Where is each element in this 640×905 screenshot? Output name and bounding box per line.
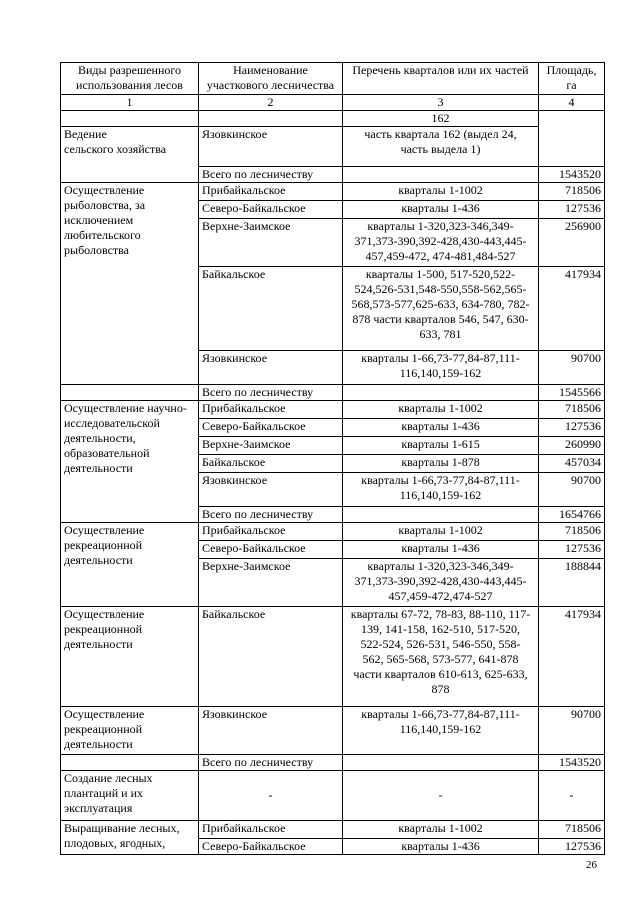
header-area: Площадь, га xyxy=(539,63,605,95)
area-cell: 127536 xyxy=(539,541,605,559)
quarters-cell: кварталы 1-615 xyxy=(343,437,539,455)
area-cell xyxy=(539,111,605,167)
use-type-cell: Осуществление рыболовства, за исключением любительского рыболовства xyxy=(61,183,199,385)
quarters-cell: кварталы 1-1002 xyxy=(343,183,539,201)
use-type-cell xyxy=(61,111,199,127)
total-area: 1654766 xyxy=(539,507,605,523)
area-cell: 260990 xyxy=(539,437,605,455)
use-type-cell: Осуществление рекреационной деятельности xyxy=(61,607,199,707)
area-cell: 188844 xyxy=(539,559,605,607)
header-forestry-name: Наименование участкового лесничества xyxy=(199,63,343,95)
use-type-cell: Осуществление рекреационной деятельности xyxy=(61,523,199,607)
header-row xyxy=(61,63,605,95)
use-type-cell: Выращивание лесных, плодовых, ягодных, xyxy=(61,821,199,855)
area-cell: 127536 xyxy=(539,419,605,437)
area-cell: 718506 xyxy=(539,183,605,201)
header-quarters: Перечень кварталов или их частей xyxy=(343,63,539,95)
table-row xyxy=(61,771,605,821)
forestry-cell: Северо-Байкальское xyxy=(199,201,343,219)
forestry-cell: Прибайкальское xyxy=(199,821,343,839)
quarters-cell xyxy=(343,167,539,183)
area-cell: - xyxy=(539,771,605,821)
area-cell: 256900 xyxy=(539,219,605,267)
forestry-cell: Язовкинское xyxy=(199,473,343,507)
area-cell: 718506 xyxy=(539,523,605,541)
quarters-cell: кварталы 1-1002 xyxy=(343,401,539,419)
area-cell: 127536 xyxy=(539,839,605,855)
quarters-cell: кварталы 1-1002 xyxy=(343,821,539,839)
forestry-cell: Прибайкальское xyxy=(199,401,343,419)
area-cell: 127536 xyxy=(539,201,605,219)
column-number: 1 xyxy=(61,95,199,111)
quarters-cell: кварталы 1-436 xyxy=(343,201,539,219)
quarters-cell: кварталы 1-878 xyxy=(343,455,539,473)
forest-use-table xyxy=(60,62,605,855)
table-row xyxy=(61,821,605,839)
total-label: Всего по лесничеству xyxy=(199,507,343,523)
forestry-cell: Байкальское xyxy=(199,267,343,351)
forestry-cell: Язовкинское xyxy=(199,127,343,167)
quarters-cell: кварталы 1-436 xyxy=(343,839,539,855)
quarters-cell: 162 xyxy=(343,111,539,127)
quarters-cell: кварталы 1-66,73-77,84-87,111- 116,140,159-162 xyxy=(343,707,539,755)
forestry-cell: Язовкинское xyxy=(199,707,343,755)
use-type-cell xyxy=(61,385,199,401)
forestry-cell xyxy=(199,111,343,127)
total-row xyxy=(61,385,605,401)
table-row xyxy=(61,607,605,707)
forestry-cell: Северо-Байкальское xyxy=(199,419,343,437)
forestry-cell: - xyxy=(199,771,343,821)
total-label: Всего по лесничеству xyxy=(199,385,343,401)
area-cell: 90700 xyxy=(539,473,605,507)
total-area: 1545566 xyxy=(539,385,605,401)
quarters-cell: кварталы 1-320,323-346,349- 371,373-390,392-428,430-443,445- 457,459-472, 474-481,484-527 xyxy=(343,219,539,267)
table-row xyxy=(61,707,605,755)
quarters-cell: кварталы 1-436 xyxy=(343,419,539,437)
quarters-cell: - xyxy=(343,771,539,821)
table-row xyxy=(61,401,605,419)
area-cell: 417934 xyxy=(539,607,605,707)
quarters-cell: кварталы 1-1002 xyxy=(343,523,539,541)
total-area: 1543520 xyxy=(539,755,605,771)
table-row xyxy=(61,111,605,127)
forestry-cell: Байкальское xyxy=(199,607,343,707)
table-row xyxy=(61,127,605,167)
forestry-cell: Северо-Байкальское xyxy=(199,541,343,559)
forestry-cell: Прибайкальское xyxy=(199,183,343,201)
total-area: 1543520 xyxy=(539,167,605,183)
quarters-cell: кварталы 1-66,73-77,84-87,111- 116,140,159-162 xyxy=(343,351,539,385)
total-label: Всего по лесничеству xyxy=(199,755,343,771)
area-cell: 90700 xyxy=(539,351,605,385)
quarters-cell: кварталы 1-436 xyxy=(343,541,539,559)
use-type-cell: Создание лесных плантаций и их эксплуатация xyxy=(61,771,199,821)
forestry-cell: Прибайкальское xyxy=(199,523,343,541)
quarters-cell: кварталы 1-320,323-346,349- 371,373-390,392-428,430-443,445- 457,459-472,474-527 xyxy=(343,559,539,607)
area-cell: 457034 xyxy=(539,455,605,473)
area-cell: 90700 xyxy=(539,707,605,755)
table-row xyxy=(61,523,605,541)
quarters-cell xyxy=(343,507,539,523)
use-type-cell: Осуществление научно- исследовательской деятельности, образовательной деятельности xyxy=(61,401,199,523)
forestry-cell: Язовкинское xyxy=(199,351,343,385)
quarters-cell: кварталы 1-500, 517-520,522- 524,526-531,548-550,558-562,565- 568,573-577,625-633, 634-780, 782- 878 части кварталов 546, 547, 630- 633, 781 xyxy=(343,267,539,351)
use-type-cell: Осуществление рекреационной деятельности xyxy=(61,707,199,755)
area-cell: 718506 xyxy=(539,821,605,839)
total-label: Всего по лесничеству xyxy=(199,167,343,183)
column-number-row xyxy=(61,95,605,111)
quarters-cell xyxy=(343,385,539,401)
forestry-cell: Байкальское xyxy=(199,455,343,473)
forestry-cell: Верхне-Заимское xyxy=(199,437,343,455)
quarters-cell: кварталы 1-66,73-77,84-87,111- 116,140,159-162 xyxy=(343,473,539,507)
header-use-type: Виды разрешенного использования лесов xyxy=(61,63,199,95)
forestry-cell: Верхне-Заимское xyxy=(199,559,343,607)
quarters-cell: часть квартала 162 (выдел 24, часть выдела 1) xyxy=(343,127,539,167)
table-row xyxy=(61,183,605,201)
use-type-cell xyxy=(61,755,199,771)
column-number: 3 xyxy=(343,95,539,111)
quarters-cell xyxy=(343,755,539,771)
page-number: 26 xyxy=(586,859,597,871)
area-cell: 417934 xyxy=(539,267,605,351)
forestry-cell: Верхне-Заимское xyxy=(199,219,343,267)
column-number: 4 xyxy=(539,95,605,111)
column-number: 2 xyxy=(199,95,343,111)
total-row xyxy=(61,755,605,771)
area-cell: 718506 xyxy=(539,401,605,419)
use-type-cell: Ведение сельского хозяйства xyxy=(61,127,199,183)
quarters-cell: кварталы 67-72, 78-83, 88-110, 117- 139, 141-158, 162-510, 517-520, 522-524, 526-531, 546-550, 558- 562, 565-568, 573-577, 641-878 части кварталов 610-613, 625-633, 878 xyxy=(343,607,539,707)
forestry-cell: Северо-Байкальское xyxy=(199,839,343,855)
